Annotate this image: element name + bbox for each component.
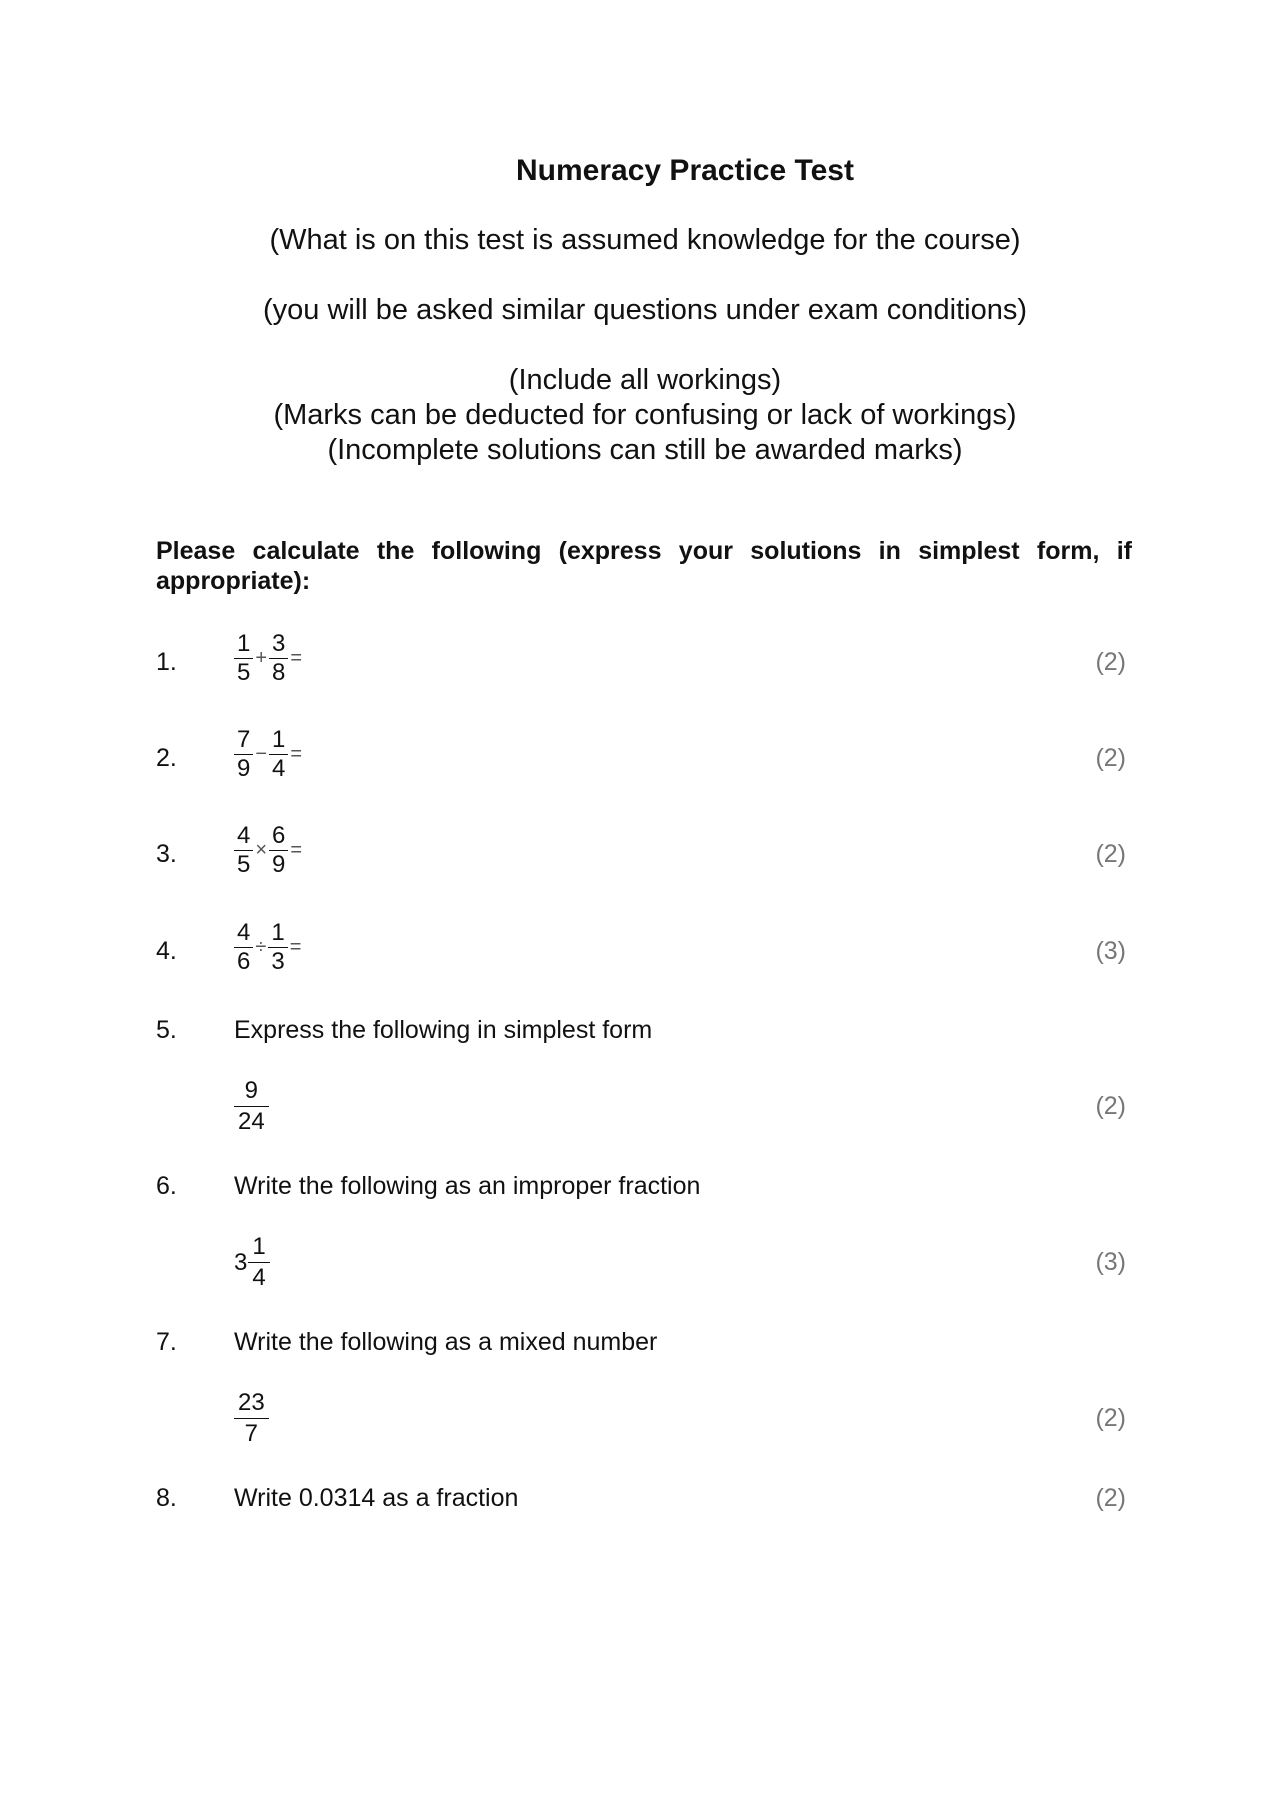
fraction: $\frac{7}{9}$	[234, 726, 253, 783]
equals-sign: =	[289, 936, 302, 958]
question-4-expression	[234, 919, 303, 976]
question-number: 1.	[156, 648, 177, 676]
fraction: $\frac{1}{4}$	[248, 1232, 269, 1293]
fraction: $\frac{3}{8}$	[269, 630, 288, 687]
question-number: 2.	[156, 744, 177, 772]
question-3-expression	[234, 822, 304, 879]
fraction: $\frac{23}{7}$	[234, 1388, 269, 1449]
question-7-text: Write the following as a mixed number	[234, 1328, 658, 1356]
question-7-expression	[234, 1388, 269, 1449]
marks-label: (2)	[1095, 840, 1126, 868]
operator: +	[255, 647, 268, 669]
fraction: $\frac{6}{9}$	[269, 822, 288, 879]
partial-marks-note: (Incomplete solutions can still be awarded marks)	[327, 434, 963, 466]
question-number: 4.	[156, 937, 177, 965]
question-6-text: Write the following as an improper fraction	[234, 1172, 701, 1200]
fraction: $\frac{1}{3}$	[268, 919, 287, 976]
deduction-note: (Marks can be deducted for confusing or lack of workings)	[273, 399, 1017, 431]
marks-label: (2)	[1095, 1484, 1126, 1512]
fraction: $\frac{9}{24}$	[234, 1076, 269, 1137]
equals-sign: =	[290, 839, 303, 861]
question-1-expression	[234, 630, 304, 687]
question-6-expression	[234, 1232, 270, 1293]
question-number: 7.	[156, 1328, 177, 1356]
question-number: 5.	[156, 1016, 177, 1044]
question-5-expression	[234, 1076, 269, 1137]
workings-note: (Include all workings)	[508, 364, 782, 396]
equals-sign: =	[290, 743, 303, 765]
assumed-knowledge-note: (What is on this test is assumed knowledge for the course)	[269, 224, 1021, 256]
marks-label: (2)	[1095, 1092, 1126, 1120]
fraction: $\frac{1}{5}$	[234, 630, 253, 687]
operator: ×	[255, 839, 268, 861]
question-2-expression	[234, 726, 304, 783]
question-number: 8.	[156, 1484, 177, 1512]
question-5-text: Express the following in simplest form	[234, 1016, 653, 1044]
whole-number: 3	[234, 1248, 248, 1276]
exam-conditions-note: (you will be asked similar questions under exam conditions)	[262, 294, 1028, 326]
question-8-text: Write 0.0314 as a fraction	[234, 1484, 519, 1512]
instructions: Please calculate the following (express your solutions in simplest form, if appropriate):	[156, 537, 1132, 595]
question-number: 6.	[156, 1172, 177, 1200]
marks-label: (2)	[1095, 1404, 1126, 1432]
marks-label: (3)	[1095, 937, 1126, 965]
marks-label: (3)	[1095, 1248, 1126, 1276]
fraction: $\frac{4}{5}$	[234, 822, 253, 879]
question-number: 3.	[156, 840, 177, 868]
operator: −	[255, 743, 268, 765]
marks-label: (2)	[1095, 648, 1126, 676]
fraction: $\frac{1}{4}$	[269, 726, 288, 783]
fraction: $\frac{4}{6}$	[234, 919, 253, 976]
operator: ÷	[255, 936, 267, 958]
marks-label: (2)	[1095, 744, 1126, 772]
page-title: Numeracy Practice Test	[516, 154, 854, 187]
equals-sign: =	[290, 647, 303, 669]
